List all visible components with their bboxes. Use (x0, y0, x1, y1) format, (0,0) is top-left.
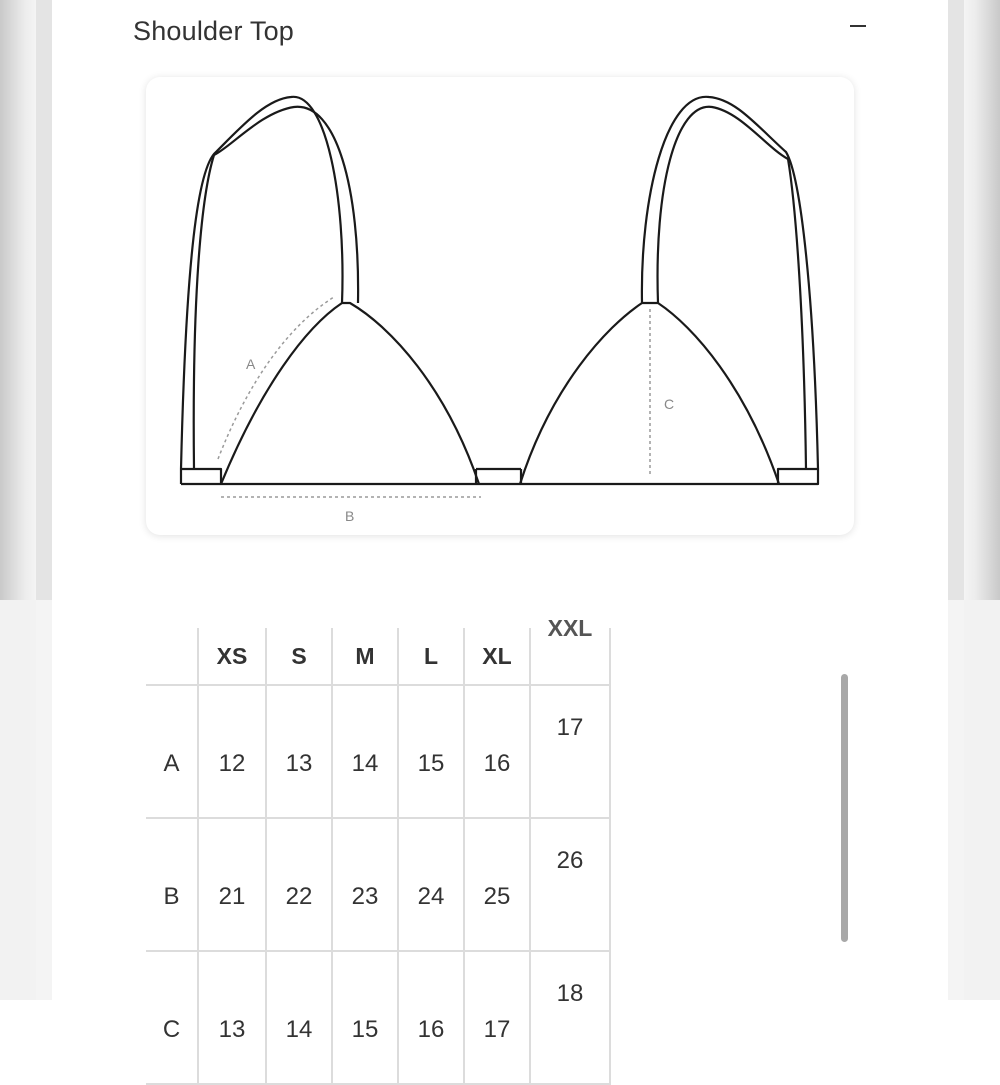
bikini-top-diagram (146, 77, 854, 535)
column-header-m: M (332, 628, 398, 685)
measurement-diagram-card (146, 77, 854, 535)
table-cell: 16 (464, 685, 530, 818)
left-strap (181, 97, 343, 469)
panel-gutter-right (948, 0, 964, 600)
row-label-a: A (146, 685, 198, 818)
table-cell: 14 (266, 951, 332, 1084)
size-table-scroll-area[interactable] (146, 615, 616, 1043)
minus-icon (850, 25, 866, 27)
table-row (146, 685, 610, 818)
left-strap-inner (194, 107, 358, 469)
scrollbar-thumb[interactable] (841, 674, 848, 942)
row-label-c: C (146, 951, 198, 1084)
right-strap-inner (658, 107, 806, 469)
table-cell: 12 (198, 685, 266, 818)
right-strap (642, 97, 818, 469)
section-header[interactable] (133, 10, 873, 50)
panel-gutter-left-lower (36, 600, 52, 1000)
measure-label-a: A (246, 356, 256, 372)
table-cell: 13 (198, 951, 266, 1084)
column-header-xs: XS (198, 628, 266, 685)
table-header-row (146, 628, 610, 685)
table-cell: 23 (332, 818, 398, 951)
bottom-band (181, 469, 818, 484)
size-table (146, 615, 611, 1085)
column-header (146, 628, 198, 685)
left-cup (221, 303, 479, 484)
background-left-edge-lower (0, 600, 36, 1000)
measure-label-b: B (345, 508, 355, 524)
collapse-button[interactable] (847, 12, 871, 42)
section-title: Shoulder Top (133, 16, 295, 46)
column-header-s: S (266, 628, 332, 685)
row-label-b: B (146, 818, 198, 951)
table-cell: 25 (464, 818, 530, 951)
table-row (146, 951, 610, 1084)
table-cell: 15 (398, 685, 464, 818)
table-cell: 24 (398, 818, 464, 951)
table-row (146, 818, 610, 951)
table-cell: 17 (464, 951, 530, 1084)
table-cell: 21 (198, 818, 266, 951)
panel-gutter-left (36, 0, 52, 600)
table-cell: 18 (530, 951, 610, 1084)
measure-label-c: C (664, 396, 675, 412)
table-cell: 22 (266, 818, 332, 951)
table-cell: 16 (398, 951, 464, 1084)
table-cell: 15 (332, 951, 398, 1084)
table-cell: 14 (332, 685, 398, 818)
table-cell: 26 (530, 818, 610, 951)
column-header-l: L (398, 628, 464, 685)
table-cell: 13 (266, 685, 332, 818)
column-header-xl: XL (464, 628, 530, 685)
panel-gutter-right-lower (948, 600, 964, 1000)
background-right-edge-lower (964, 600, 1000, 1000)
table-cell: 17 (530, 685, 610, 818)
column-header-xxl: XXL (530, 628, 610, 685)
